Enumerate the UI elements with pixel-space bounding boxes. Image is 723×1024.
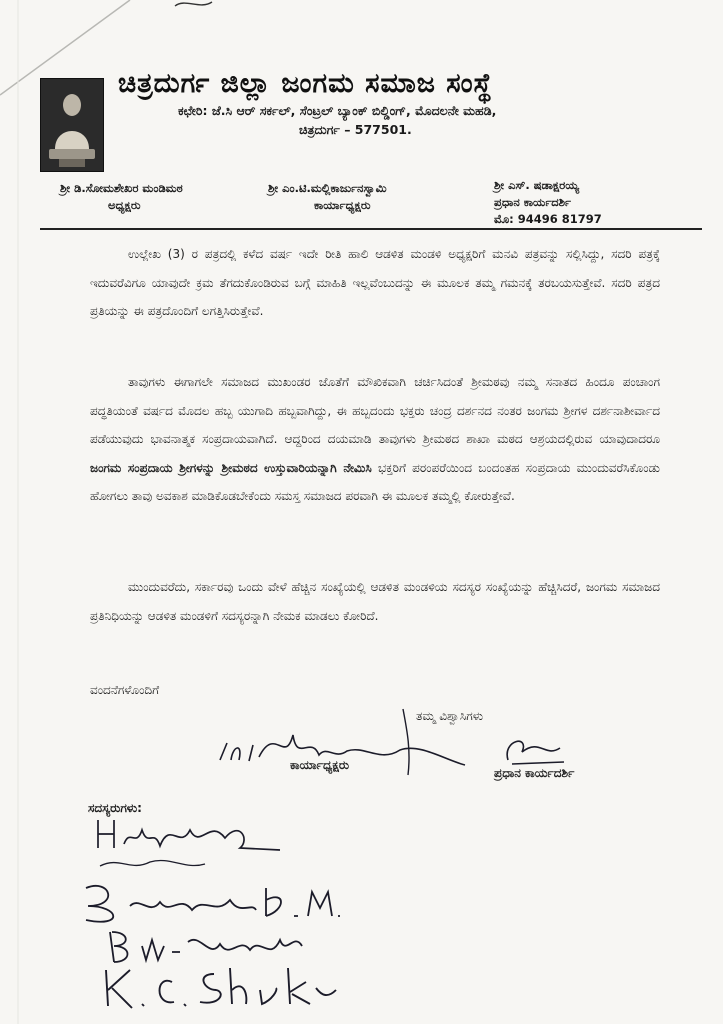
guru-photo [40, 78, 104, 172]
header-divider [40, 228, 702, 230]
member-signature-4 [100, 960, 340, 1020]
general-secretary-name: ಶ್ರೀ ಎಸ್. ಷಡಾಕ್ಷರಯ್ಯ [494, 178, 580, 192]
working-president-role: ಕಾರ್ಯಾಧ್ಯಕ್ಷರು [314, 198, 371, 212]
closing-salutation: ವಂದನೆಗಳೊಂದಿಗೆ [90, 683, 160, 697]
paragraph-2-text-a: ತಾವುಗಳು ಈಗಾಗಲೇ ಸಮಾಜದ ಮುಖಂಡರ ಜೊತೆಗೆ ಮೌಖಿಕವಾಗಿ ಚರ್ಚಿಸಿದಂತೆ ಶ್ರೀಮಠವು ನಮ್ಮ ಸನಾತದ ಹಿಂದೂ ಪಂಚಾಂಗ ಪದ್ಧತಿಯಂತೆ ವರ್ಷದ ಮೊದಲ ಹಬ್ಬ ಯುಗಾದಿ ಹಬ್ಬವಾಗಿದ್ದು, ಈ ಹಬ್ಬದಂದು ಭಕ್ತರು ಚಂದ್ರ ದರ್ಶನದ ನಂತರ ಜಂಗಮ ಶ್ರೀಗಳ ದರ್ಶನಾಶೀರ್ವಾದ ಪಡೆಯುವುದು ಭಾವನಾತ್ಮಕ ಸಂಪ್ರದಾಯವಾಗಿದೆ. ಆದ್ದರಿಂದ ದಯಮಾಡಿ ತಾವುಗಳು ಶ್ರೀಮಠದ ಶಾಖಾ ಮಠದ ಆಶ್ರಯದಲ್ಲಿರುವ ಯಾವುದಾದರೂ [90, 375, 660, 446]
paragraph-2 [90, 368, 660, 511]
organization-title: ಚಿತ್ರದುರ್ಗ ಜಿಲ್ಲಾ ಜಂಗಮ ಸಮಾಜ ಸಂಸ್ಥೆ [118, 68, 493, 99]
members-label: ಸದಸ್ಯರುಗಳು: [88, 801, 142, 815]
paragraph-1: ಉಲ್ಲೇಖ (3) ರ ಪತ್ರದಲ್ಲಿ ಕಳೆದ ವರ್ಷ ಇದೇ ರೀತಿ ಹಾಲಿ ಆಡಳಿತ ಮಂಡಳಿ ಅಧ್ಯಕ್ಷರಿಗೆ ಮನವಿ ಪತ್ರವನ್ನು ಸಲ್ಲಿಸಿದ್ದು, ಸದರಿ ಪತ್ರಕ್ಕೆ ಇದುವರೆವಿಗೂ ಯಾವುದೇ ಕ್ರಮ ತೆಗದುಕೊಂಡಿರುವ ಬಗ್ಗೆ ಮಾಹಿತಿ ಇಲ್ಲವೆಂಬುದನ್ನು ಈ ಮೂಲಕ ತಮ್ಮ ಗಮನಕ್ಕೆ ತರಬಯಸುತ್ತೇವೆ. ಸದರಿ ಪತ್ರದ ಪ್ರತಿಯನ್ನು ಈ ಪತ್ರದೊಂದಿಗೆ ಲಗತ್ತಿಸಿರುತ್ತೇವೆ. [90, 247, 660, 318]
office-address-line1: ಕಛೇರಿ: ಜೆ.ಸಿ ಆರ್ ಸರ್ಕಲ್, ಸೆಂಟ್ರಲ್ ಬ್ಯಾಂಕ್ ಬಿಲ್ಡಿಂಗ್, ಮೊದಲನೇ ಮಹಡಿ, [178, 103, 497, 118]
paragraph-2-emphasis: ಜಂಗಮ ಸಂಪ್ರದಾಯ ಶ್ರೀಗಳನ್ನು ಶ್ರೀಮಠದ ಉಸ್ತುವಾರಿಯನ್ನಾಗಿ ನೇಮಿಸಿ [90, 460, 372, 475]
president-role: ಅಧ್ಯಕ್ಷರು [108, 198, 141, 212]
president-name: ಶ್ರೀ ಡಿ.ಸೋಮಶೇಖರ ಮಂಡಿಮಠ [60, 181, 183, 195]
paragraph-3: ಮುಂದುವರೆದು, ಸರ್ಕಾರವು ಒಂದು ವೇಳೆ ಹೆಚ್ಚಿನ ಸಂಖ್ಯೆಯಲ್ಲಿ ಆಡಳಿತ ಮಂಡಳಿಯ ಸದಸ್ಯರ ಸಂಖ್ಯೆಯನ್ನು ಹೆಚ್ಚಿಸಿದರೆ, ಜಂಗಮ ಸಮಾಜದ ಪ್ರತಿನಿಧಿಯನ್ನು ಆಡಳಿತ ಮಂಡಳಿಗೆ ಸದಸ್ಯರನ್ನಾಗಿ ನೇಮಕ ಮಾಡಲು ಕೋರಿದೆ. [90, 580, 660, 623]
working-president-signature [215, 705, 485, 780]
yours-faithfully: ತಮ್ಮ ವಿಶ್ವಾಸಿಗಳು [416, 709, 484, 723]
president-block [60, 180, 183, 214]
general-secretary-signature [500, 730, 570, 770]
general-secretary-phone: ಮೊ: 94496 81797 [494, 212, 602, 226]
working-president-name: ಶ್ರೀ ಎಂ.ಟಿ.ಮಲ್ಲಿಕಾರ್ಜುನಸ್ವಾಮಿ [268, 181, 387, 195]
general-secretary-block [494, 177, 602, 228]
general-secretary-role: ಪ್ರಧಾನ ಕಾರ್ಯದರ್ಶಿ [494, 195, 571, 209]
office-address-line2: ಚಿತ್ರದುರ್ಗ – 577501. [299, 122, 412, 137]
paragraph-2-text-b: ಭಕ್ತರಿಗೆ ಪರಂಪರೆಯಿಂದ ಬಂದಂತಹ ಸಂಪ್ರದಾಯ ಮುಂದುವರೆಸಿಕೊಂಡು ಹೋಗಲು ತಾವು ಅವಕಾಶ ಮಾಡಿಕೊಡಬೇಕೆಂದು ಸಮಸ್ತ ಸಮಾಜದ ಪರವಾಗಿ ಈ ಮೂಲಕ ತಮ್ಮಲ್ಲಿ ಕೋರುತ್ತೇವೆ. [90, 460, 660, 503]
member-signature-1 [90, 810, 290, 880]
working-president-sign-role: ಕಾರ್ಯಾಧ್ಯಕ್ಷರು [290, 758, 350, 772]
general-secretary-sign-role: ಪ್ರಧಾನ ಕಾರ್ಯದರ್ಶಿ [494, 766, 575, 780]
working-president-block [268, 180, 387, 214]
